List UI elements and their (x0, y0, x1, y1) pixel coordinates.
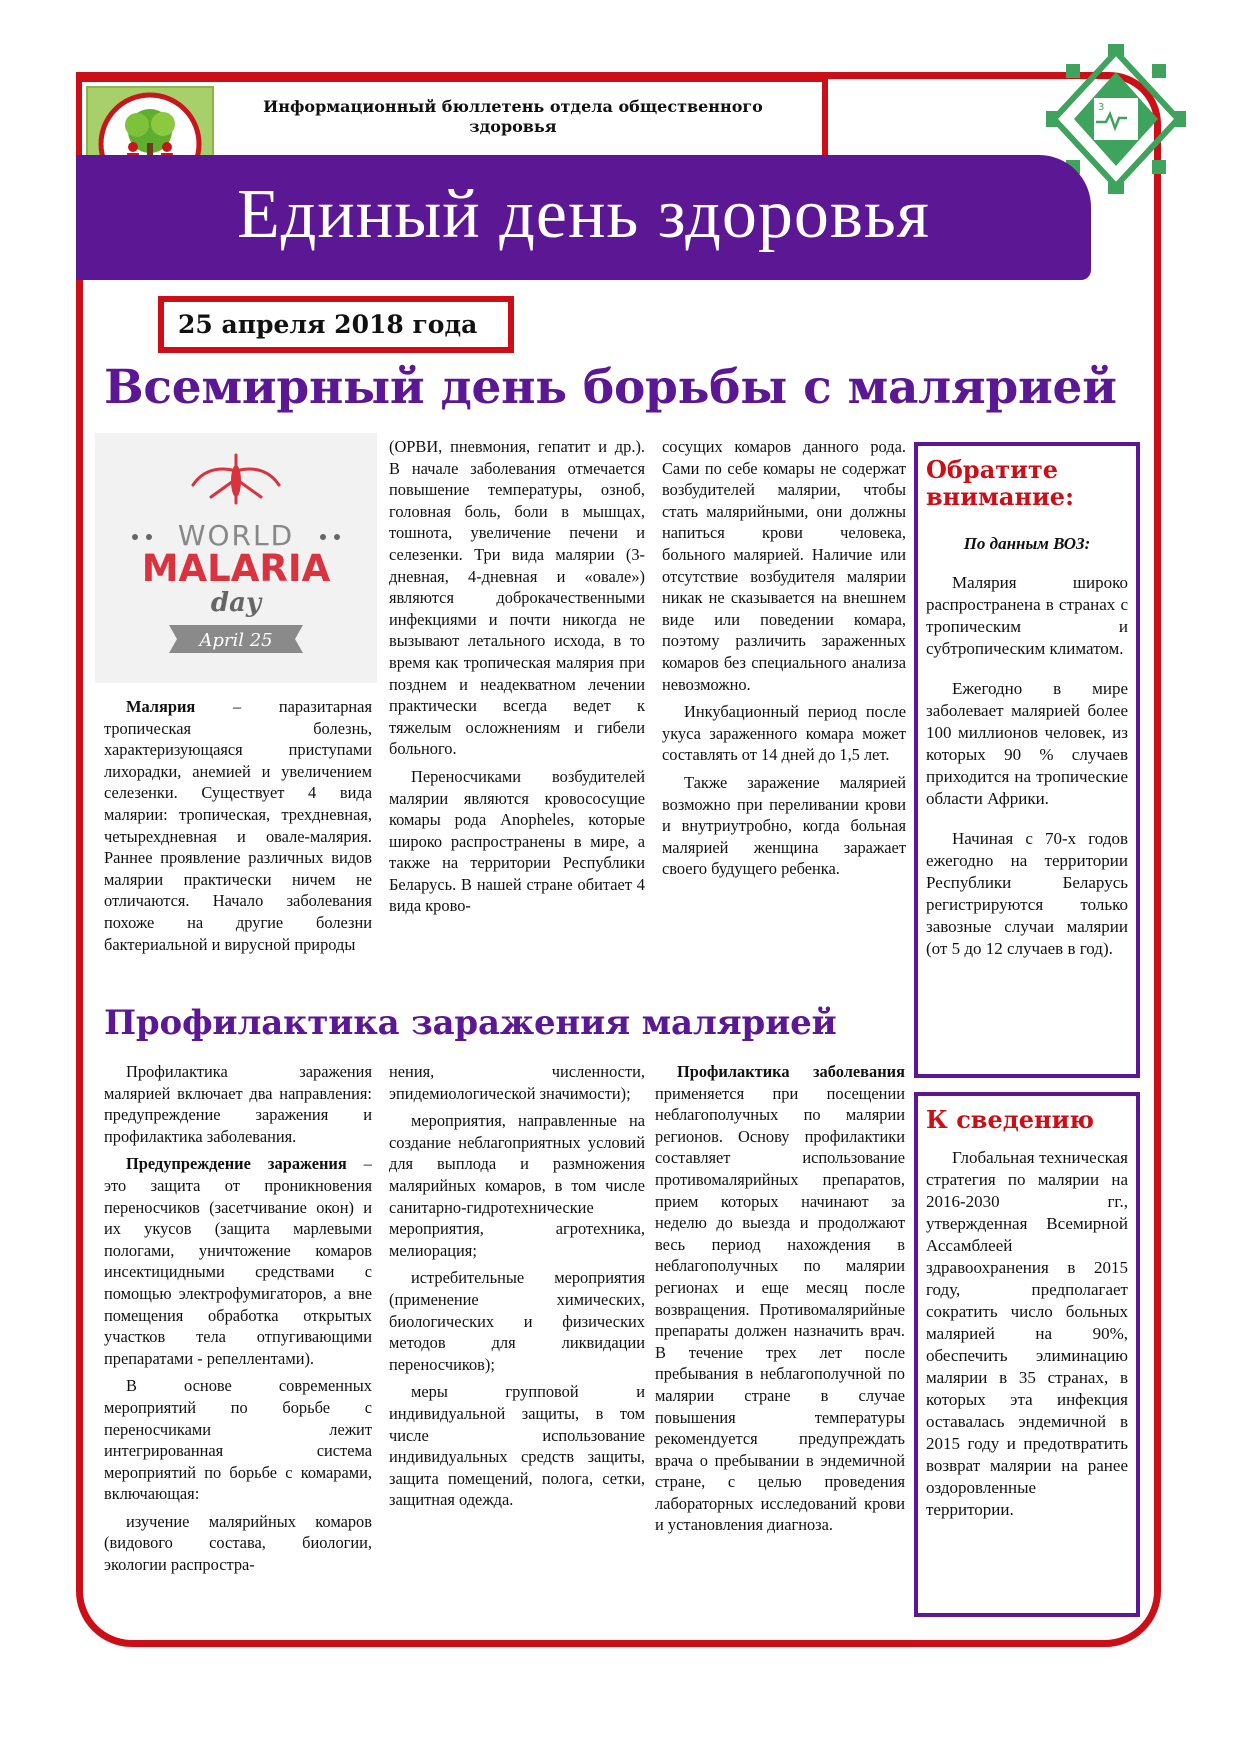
malaria-logo-ribbon: April 25 (199, 630, 273, 651)
section1-paragraph: (ОРВИ, пневмония, гепатит и др.). В начале заболевания отмечается повышение температуры, озноб, головная боль, боли в мышцах, тошнота, увеличение печени и селезенки. Три вида малярии (3-дневная, 4-дневная и «овале») являются доброкачественными инфекциями и почти никогда не вызывают летального исхода, в то время как тропическая малярия при позднем и неадекватном лечении практически всегда ведет к тяжелым осложнениям и гибели больного. (389, 437, 645, 759)
section2-paragraph: – это защита от проникновения переносчиков (засетчивание окон) и их укусов (защита марлевыми пологами, уничтожение комаров инсектицидными средствами с помощью электрофумигаторов, а вне помещения обработка открытых участков тела отпугивающими препаратами - репеллентами). (104, 1154, 373, 1368)
section1-column-2 (389, 436, 645, 917)
attention-sidebar (914, 442, 1140, 1078)
banner-title: Единый день здоровья (236, 176, 931, 253)
who-subtitle: По данным ВОЗ: (963, 534, 1091, 553)
malaria-keyword: Малярия (126, 697, 196, 716)
world-malaria-day-image (95, 433, 377, 683)
malaria-logo-malaria: MALARIA (141, 547, 331, 590)
sidebar-paragraph: Глобальная техническая стратегия по малярии на 2016-2030 гг., утвержденная Всемирной Ассамблеей здравоохранения в 2015 году, предполагает сократить число больных малярией на 90%, обеспечить элиминацию малярии в 35 странах, в которых эта инфекция оставалась эндемичной в 2015 году и предотвратить возврат малярии на ранее оздоровленные территории. (926, 1148, 1128, 1519)
sidebar-paragraph: Начиная с 70-х годов ежегодно на территории Республики Беларусь регистрируются только завозные случаи малярии (от 5 до 12 случаев в год). (926, 829, 1128, 958)
section2-paragraph: Профилактика заражения малярией включает два направления: предупреждение заражения и профилактика заболевания. (104, 1062, 372, 1146)
svg-text:3: 3 (1098, 102, 1105, 113)
section2-paragraph: мероприятия, направленные на создание неблагоприятных условий для выплода и размножения малярийных комаров, в том числе санитарно-гидротехнические мероприятия, агротехника, мелиорация; (389, 1111, 645, 1260)
section1-paragraph: сосущих комаров данного рода. Сами по себе комары не содержат возбудителей малярии, чтобы стать малярийными, они должны напиться крови человека, больного малярией. Наличие или отсутствие возбудителя малярии никак не сказывается на внешнем виде или поведении комара, поэтому различить зараженных комаров без специального анализа невозможно. (662, 437, 906, 694)
section1-paragraph: Переносчиками возбудителей малярии являются кровососущие комары рода Anopheles, которые широко распространены в мире, а также на территории Республики Беларусь. В нашей стране обитает 4 вида крово- (389, 766, 645, 916)
prevention-keyword: Предупреждение заражения (126, 1154, 347, 1174)
info-sidebar (914, 1092, 1140, 1617)
disease-prevention-keyword: Профилактика заболевания (677, 1062, 905, 1081)
info-title: К сведению (926, 1105, 1094, 1134)
section2-paragraph: меры групповой и индивидуальной защиты, в том числе использование индивидуальных средств защиты, защита помещений, полога, сетки, защитная одежда. (389, 1382, 645, 1510)
section2-column-1 (104, 1061, 372, 1576)
section1-title: Всемирный день борьбы с малярией (104, 360, 1117, 415)
mosquito-icon (95, 433, 377, 683)
sidebar-paragraph: Ежегодно в мире заболевает малярией более 100 миллионов человек, из которых 90 % случаев приходится на тропические области Африки. (926, 679, 1128, 808)
section2-paragraph: применяется при посещении неблагополучных по малярии регионов. Основу профилактики составляет использование противомалярийных препаратов, прием которых начинают за неделю до выезда и продолжают весь период нахождения в неблагополучных по малярии регионах и еще месяц после возвращения. Противомалярийные препараты должен назначить врач. В течение трех лет после пребывания в неблагополучной по малярии стране в случае повышения температуры рекомендуется предупреждать врача о пребывании в эндемичной стране, с целью проведения лабораторных исследований крови и установления диагноза. (655, 1083, 905, 1535)
section2-paragraph: нения, численности, эпидемиологической значимости); (389, 1062, 645, 1103)
malaria-logo-world: WORLD (177, 519, 295, 552)
section1-paragraph: Также заражение малярией возможно при переливании крови и внутриутробно, когда больная малярией женщина заражает своего будущего ребенка. (662, 772, 906, 879)
section2-column-3 (655, 1061, 905, 1536)
section1-column-3 (662, 436, 906, 880)
attention-title: Обратите внимание: (926, 455, 1074, 511)
malaria-logo-day: day (210, 588, 262, 618)
section1-paragraph: – паразитарная тропическая болезнь, характеризующаяся приступами лихорадки, анемией и увеличением селезенки. Существует 4 вида малярии: тропическая, трехдневная, четырехдневная и овале-малярия. Раннее проявление различных видов малярии практически ничем не отличаются. Начало заболевания похоже на другие болезни бактериальной и вирусной природы (104, 697, 372, 954)
section1-paragraph: Инкубационный период после укуса зараженного комара может составлять от 14 дней до 1,5 лет. (662, 702, 906, 765)
bulletin-subtitle: Информационный бюллетень отдела общественного здоровья (263, 97, 763, 136)
section2-paragraph: В основе современных мероприятий по борьбе с переносчиками лежит интегрированная система мероприятий по борьбе с комарами, включающая: (104, 1376, 372, 1504)
section2-title: Профилактика заражения малярией (104, 1003, 837, 1043)
section2-column-2 (389, 1061, 645, 1511)
section1-column-1 (104, 696, 372, 955)
section2-paragraph: изучение малярийных комаров (видового состава, биологии, экологии распростра- (104, 1511, 372, 1575)
sidebar-paragraph: Малярия широко распространена в странах с тропическим и субтропическим климатом. (926, 573, 1128, 658)
date-label: 25 апреля 2018 года (158, 296, 514, 353)
section2-paragraph: истребительные мероприятия (применение химических, биологических и физических методов для ликвидации переносчиков); (389, 1268, 645, 1374)
